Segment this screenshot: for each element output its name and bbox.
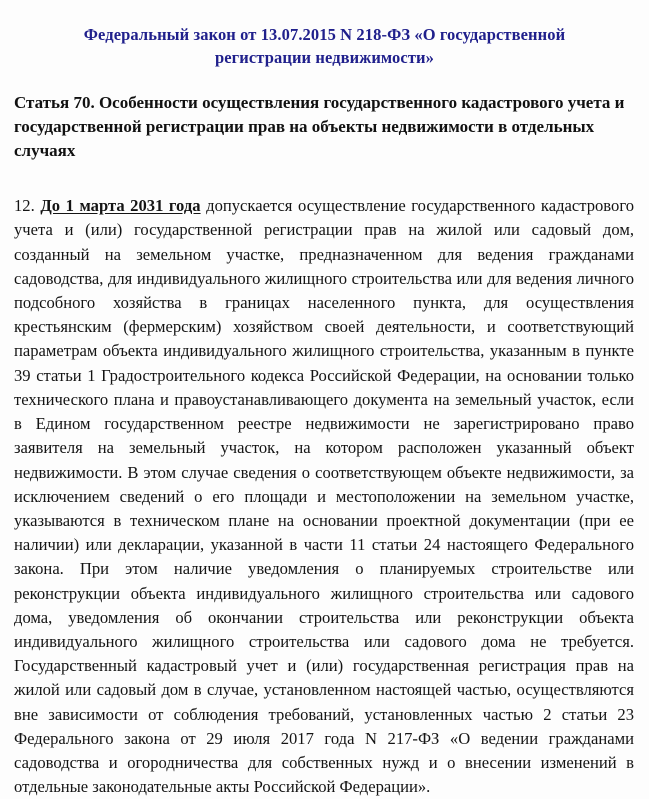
clause-paragraph xyxy=(14,194,634,799)
article-heading: Статья 70. Особенности осуществления государственного кадастрового учета и государственной регистрации прав на объекты недвижимости в отдельных случаях xyxy=(14,93,625,161)
clause-body xyxy=(0,177,649,799)
clause-text: допускается осуществление государственного кадастрового учета и (или) государственной регистрации прав на жилой или садовый дом, созданный на земельном участке, предназначенном для ведения гражданами садоводства, для индивидуального жилищного строительства или для ведения личного подсобного хозяйства в границах населенного пункта, для осуществления крестьянским (фермерским) хозяйством своей деятельности, и соответствующий параметрам объекта индивидуального жилищного строительства, указанным в пункте 39 статьи 1 Градостроительного кодекса Российской Федерации, на основании только технического плана и правоустанавливающего документа на земельный участок, если в Едином государственном реестре недвижимости не зарегистрировано право заявителя на земельный участок, на котором расположен указанный объект недвижимости. В этом случае сведения о соответствующем объекте недвижимости, за исключением сведений о его площади и местоположении на земельном участке, указываются в техническом плане на основании проектной документации (при ее наличии) или декларации, указанной в части 11 статьи 24 настоящего Федерального закона. При этом наличие уведомления о планируемых строительстве или реконструкции объекта индивидуального жилищного строительства или садового дома, уведомления об окончании строительства или реконструкции объекта индивидуального жилищного строительства или садового дома не требуется. Государственный кадастровый учет и (или) государственная регистрация прав на жилой или садовый дом в случае, установленном настоящей частью, осуществляются вне зависимости от соблюдения требований, установленных частью 2 статьи 23 Федерального закона от 29 июля 2017 года N 217-ФЗ «О ведении гражданами садоводства и огородничества для собственных нужд и о внесении изменений в отдельные законодательные акты Российской Федерации». xyxy=(14,196,635,797)
clause-deadline-emphasis: До 1 марта 2031 года xyxy=(40,196,201,216)
law-title: Федеральный закон от 13.07.2015 N 218-ФЗ «О государственной регистрации недвижимости» xyxy=(83,25,566,68)
document-page xyxy=(0,11,649,797)
clause-number: 12. xyxy=(14,196,35,216)
